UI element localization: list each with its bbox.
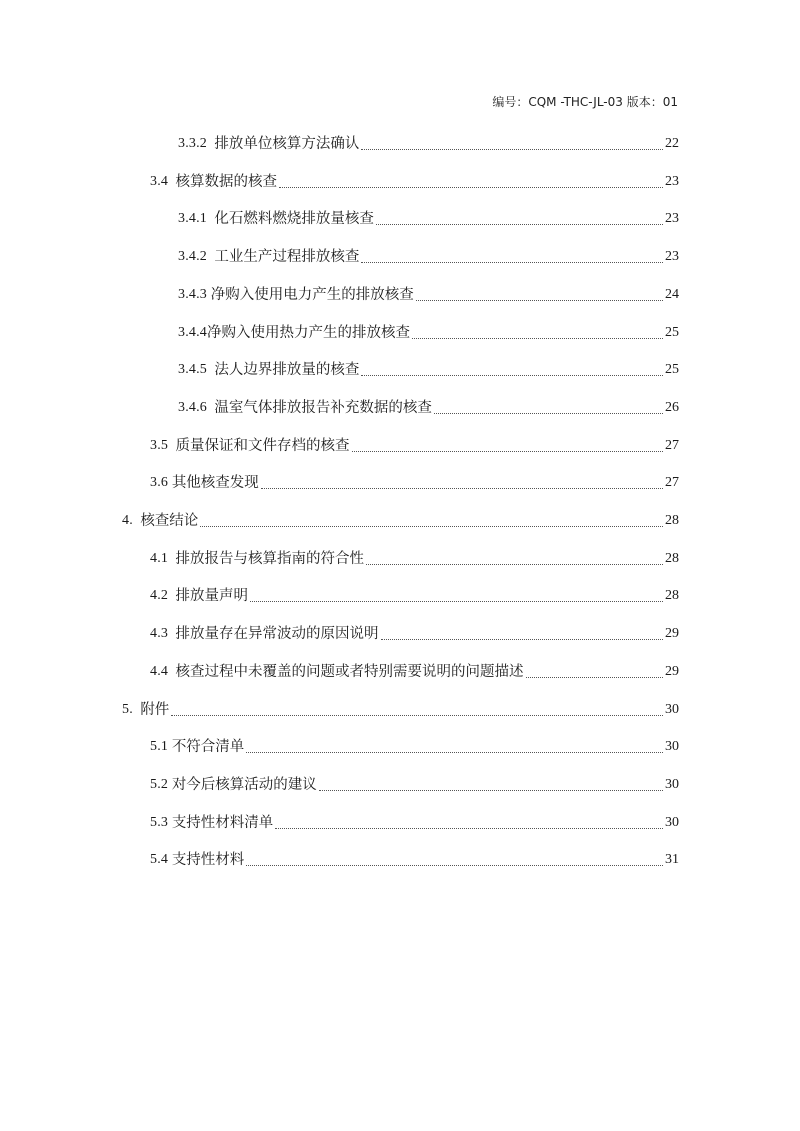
toc-entry-page-number: 30 bbox=[665, 701, 679, 717]
toc-dot-leader bbox=[352, 451, 663, 452]
toc-entry[interactable] bbox=[150, 811, 679, 833]
toc-entry[interactable] bbox=[150, 773, 679, 795]
toc-entry-spacer bbox=[207, 360, 214, 380]
toc-entry[interactable] bbox=[150, 848, 679, 870]
toc-entry[interactable] bbox=[150, 547, 679, 569]
toc-entry-number: 5. bbox=[122, 701, 133, 717]
toc-entry-page-number: 28 bbox=[665, 588, 679, 604]
toc-entry-title: 附件 bbox=[140, 701, 170, 718]
toc-entry-number: 5.1 bbox=[150, 739, 169, 755]
toc-entry-number: 3.4.4 bbox=[178, 324, 207, 340]
toc-entry-title: 核算数据的核查 bbox=[175, 173, 278, 190]
toc-entry[interactable] bbox=[150, 584, 679, 606]
toc-entry-title: 其他核查发现 bbox=[171, 475, 259, 492]
toc-dot-leader bbox=[376, 224, 663, 225]
toc-entry-spacer bbox=[207, 398, 214, 418]
toc-entry-number: 4. bbox=[122, 513, 133, 528]
toc-entry-title: 核查过程中未覆盖的问题或者特别需要说明的问题描述 bbox=[175, 663, 524, 680]
toc-entry-spacer bbox=[168, 586, 175, 606]
toc-entry-page-number: 30 bbox=[665, 776, 679, 792]
toc-entry-page-number: 30 bbox=[665, 814, 679, 830]
toc-entry-number: 3.6 bbox=[150, 475, 169, 491]
toc-dot-leader bbox=[434, 413, 663, 414]
toc-entry-title: 对今后核算活动的建议 bbox=[171, 776, 317, 793]
toc-entry-page-number: 25 bbox=[665, 362, 679, 378]
toc-dot-leader bbox=[200, 526, 663, 527]
toc-dot-leader bbox=[412, 338, 663, 339]
toc-entry-title: 法人边界排放量的核查 bbox=[214, 362, 360, 379]
toc-entry[interactable] bbox=[178, 207, 679, 229]
toc-entry-title: 质量保证和文件存档的核查 bbox=[175, 437, 350, 454]
toc-entry[interactable] bbox=[122, 509, 679, 531]
toc-entry-number: 3.4.5 bbox=[178, 362, 207, 378]
toc-entry-page-number: 31 bbox=[665, 852, 679, 868]
document-number-version: 编号：CQM -THC-JL-03 版本：01 bbox=[492, 95, 678, 109]
toc-entry-number: 5.4 bbox=[150, 852, 169, 868]
toc-entry[interactable] bbox=[178, 321, 679, 343]
toc-entry-page-number: 22 bbox=[665, 136, 679, 151]
toc-entry[interactable] bbox=[150, 622, 679, 644]
toc-entry-page-number: 26 bbox=[665, 399, 679, 415]
toc-entry[interactable] bbox=[178, 358, 679, 380]
toc-entry[interactable] bbox=[178, 132, 679, 154]
toc-entry[interactable] bbox=[150, 660, 679, 682]
toc-entry-spacer bbox=[207, 247, 214, 267]
toc-entry-page-number: 29 bbox=[665, 626, 679, 642]
toc-dot-leader bbox=[275, 828, 663, 829]
toc-entry-spacer bbox=[207, 134, 214, 154]
toc-entry-page-number: 29 bbox=[665, 663, 679, 679]
toc-entry-number: 5.3 bbox=[150, 814, 169, 830]
toc-entry[interactable] bbox=[150, 434, 679, 456]
toc-entry-spacer bbox=[133, 700, 140, 720]
toc-entry-title: 支持性材料 bbox=[171, 852, 245, 869]
toc-dot-leader bbox=[171, 715, 663, 716]
toc-dot-leader bbox=[416, 300, 663, 301]
toc-entry-title: 核查结论 bbox=[140, 513, 199, 529]
toc-entry-page-number: 23 bbox=[665, 173, 679, 189]
toc-entry-number: 3.3.2 bbox=[178, 136, 207, 151]
toc-entry-number: 3.4.2 bbox=[178, 249, 207, 265]
toc-entry[interactable] bbox=[122, 698, 679, 720]
toc-entry-number: 5.2 bbox=[150, 776, 169, 792]
toc-entry-page-number: 27 bbox=[665, 437, 679, 453]
toc-dot-leader bbox=[250, 601, 663, 602]
toc-dot-leader bbox=[279, 187, 663, 188]
toc-entry[interactable] bbox=[150, 471, 679, 493]
toc-entry-title: 排放量存在异常波动的原因说明 bbox=[175, 626, 379, 643]
toc-entry-number: 4.1 bbox=[150, 550, 169, 566]
toc-entry-title: 排放报告与核算指南的符合性 bbox=[175, 550, 365, 567]
toc-entry[interactable] bbox=[178, 396, 679, 418]
toc-entry[interactable] bbox=[178, 245, 679, 267]
toc-entry-number: 3.4 bbox=[150, 173, 169, 189]
toc-dot-leader bbox=[381, 639, 663, 640]
toc-entry-title: 排放单位核算方法确认 bbox=[214, 136, 360, 152]
toc-entry-spacer bbox=[168, 549, 175, 569]
toc-dot-leader bbox=[261, 488, 663, 489]
toc-entry[interactable] bbox=[150, 735, 679, 757]
toc-entry-page-number: 25 bbox=[665, 324, 679, 340]
toc-entry-title: 排放量声明 bbox=[175, 588, 249, 605]
toc-entry-page-number: 28 bbox=[665, 513, 679, 528]
toc-entry-title: 不符合清单 bbox=[171, 739, 245, 756]
toc-entry-spacer bbox=[168, 624, 175, 644]
toc-entry-page-number: 30 bbox=[665, 739, 679, 755]
toc-entry-page-number: 23 bbox=[665, 249, 679, 265]
toc-entry-number: 3.4.1 bbox=[178, 211, 207, 227]
toc-dot-leader bbox=[246, 752, 663, 753]
toc-entry-spacer bbox=[207, 209, 214, 229]
toc-dot-leader bbox=[361, 149, 663, 150]
toc-entry-spacer bbox=[168, 172, 175, 192]
toc-entry-title: 温室气体排放报告补充数据的核查 bbox=[214, 399, 432, 416]
toc-dot-leader bbox=[319, 790, 663, 791]
toc-dot-leader bbox=[526, 677, 663, 678]
toc-entry-number: 4.2 bbox=[150, 588, 169, 604]
toc-entry-title: 净购入使用电力产生的排放核查 bbox=[210, 286, 414, 303]
toc-entry-page-number: 27 bbox=[665, 475, 679, 491]
toc-entry-number: 3.4.6 bbox=[178, 399, 207, 415]
toc-entry-number: 3.5 bbox=[150, 437, 169, 453]
toc-entry-number: 4.3 bbox=[150, 626, 169, 642]
toc-dot-leader bbox=[361, 375, 663, 376]
toc-entry-spacer bbox=[168, 662, 175, 682]
toc-entry-page-number: 24 bbox=[665, 286, 679, 302]
toc-entry-title: 工业生产过程排放核查 bbox=[214, 249, 360, 266]
toc-entry-spacer bbox=[133, 511, 140, 531]
toc-entry[interactable] bbox=[150, 170, 679, 192]
toc-entry-spacer bbox=[168, 436, 175, 456]
toc-entry-number: 4.4 bbox=[150, 663, 169, 679]
toc-entry[interactable] bbox=[178, 283, 679, 305]
toc-dot-leader bbox=[361, 262, 663, 263]
toc-entry-number: 3.4.3 bbox=[178, 286, 207, 302]
toc-entry-page-number: 23 bbox=[665, 211, 679, 227]
toc-dot-leader bbox=[246, 865, 663, 866]
toc-entry-title: 化石燃料燃烧排放量核查 bbox=[214, 211, 374, 228]
toc-entry-title: 支持性材料清单 bbox=[171, 814, 274, 831]
toc-dot-leader bbox=[366, 564, 663, 565]
toc-entry-page-number: 28 bbox=[665, 550, 679, 566]
toc-entry-title: 净购入使用热力产生的排放核查 bbox=[207, 324, 410, 341]
